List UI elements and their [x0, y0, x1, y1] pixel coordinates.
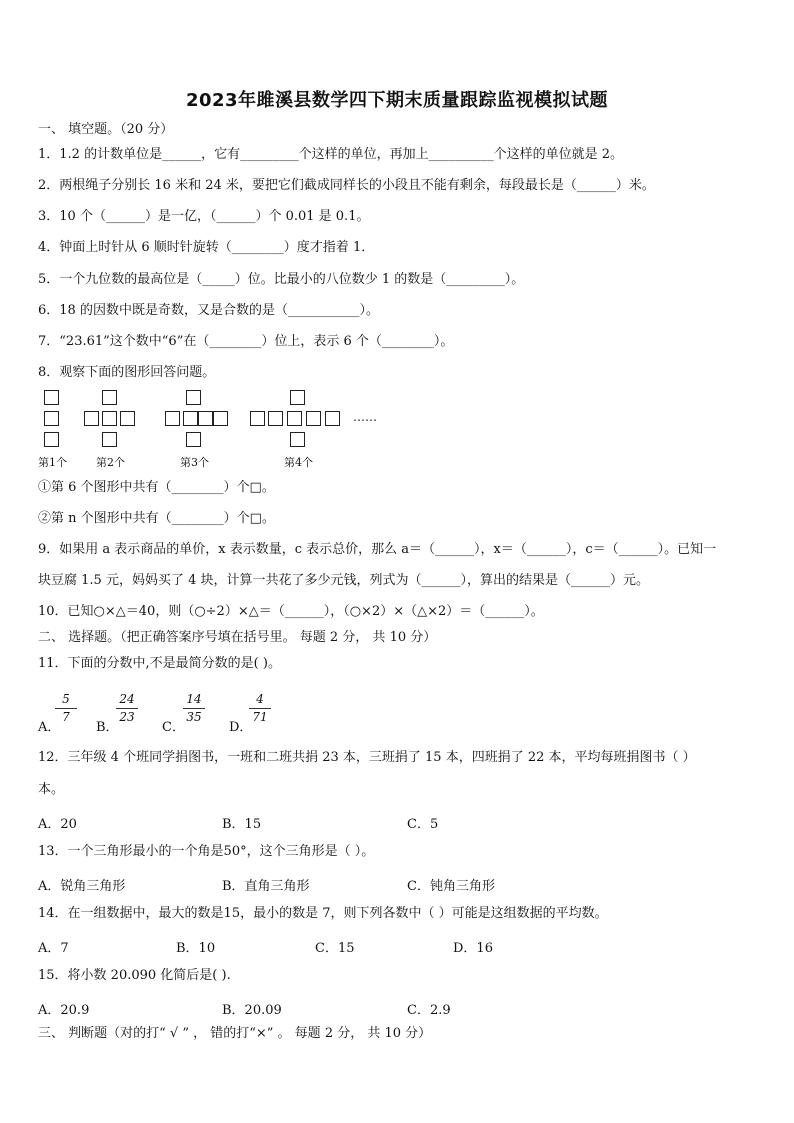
question-3: 3．10 个（______）是一亿，（______）个 0.01 是 0.1。 — [38, 209, 370, 224]
question-14: 14．在一组数据中，最大的数是15，最小的数是 7，则下列各数中（ ）可能是这组数据的平均数。 — [38, 906, 608, 921]
square — [183, 411, 198, 426]
numerator: 14 — [183, 692, 205, 709]
square — [268, 411, 283, 426]
q12-option-a: A．20 — [38, 817, 77, 832]
square — [102, 390, 117, 405]
section-fill-blank-heading: 一、 填空题。（20 分） — [38, 122, 174, 137]
pattern-ellipsis: …… — [353, 410, 377, 424]
denominator: 7 — [62, 710, 70, 724]
question-9-line-2: 块豆腐 1.5 元，妈妈买了 4 块，计算一共花了多少元钱，列式为（______），算出的结果是（______）元。 — [38, 573, 649, 588]
q12-option-b: B．15 — [222, 817, 262, 832]
square — [198, 411, 213, 426]
question-1: 1．1.2 的计数单位是______，它有_________个这样的单位，再加上__________个这样的单位就是 2。 — [38, 147, 623, 162]
figure-caption-1: 第1个 — [38, 456, 67, 469]
question-4: 4．钟面上时针从 6 顺时针旋转（________）度才指着 1． — [38, 240, 375, 255]
q15-option-c: C．2.9 — [407, 1003, 451, 1018]
question-10: 10．已知○×△＝40，则（○÷2）×△＝（______），（○×2）×（△×2）＝（______）。 — [38, 604, 544, 619]
q11-option-c-label: C． — [162, 720, 185, 735]
question-2: 2．两根绳子分别长 16 米和 24 米，要把它们截成同样长的小段且不能有剩余，每段最长是（______）米。 — [38, 178, 655, 193]
square — [213, 411, 228, 426]
q11-option-b-label: B． — [96, 720, 119, 735]
square — [287, 411, 302, 426]
q12-option-c: C．5 — [407, 817, 439, 832]
square — [44, 390, 59, 405]
square — [290, 432, 305, 447]
q15-option-b: B．20.09 — [222, 1003, 282, 1018]
square — [250, 411, 265, 426]
q11-option-c-fraction — [183, 692, 205, 725]
square — [290, 390, 305, 405]
page-title: 2023年雎溪县数学四下期末质量跟踪监视模拟试题 — [185, 90, 609, 111]
figure-caption-2: 第2个 — [96, 456, 125, 469]
square — [44, 411, 59, 426]
q11-option-d-label: D． — [229, 720, 253, 735]
question-9-line-1: 9．如果用 a 表示商品的单价，x 表示数量，c 表示总价，那么 a＝（______），x＝（______），c＝（______）。已知一 — [38, 542, 717, 557]
square — [102, 411, 117, 426]
square — [84, 411, 99, 426]
square — [186, 432, 201, 447]
q14-option-d: D．16 — [453, 941, 493, 956]
q14-option-c: C．15 — [315, 941, 355, 956]
question-12-line-2: 本。 — [38, 782, 65, 797]
question-15: 15．将小数 20.090 化简后是( ). — [38, 968, 231, 983]
square — [44, 432, 59, 447]
numerator: 5 — [55, 692, 77, 709]
q15-option-a: A．20.9 — [38, 1003, 90, 1018]
question-7: 7．“23.61”这个数中“6”在（________）位上，表示 6 个（________）。 — [38, 334, 454, 349]
question-6: 6．18 的因数中既是奇数，又是合数的是（___________）。 — [38, 303, 379, 318]
question-13: 13．一个三角形最小的一个角是50°，这个三角形是（ ）。 — [38, 844, 375, 859]
q14-option-b: B．10 — [176, 941, 216, 956]
q13-option-a: A．锐角三角形 — [38, 879, 126, 894]
square — [325, 411, 340, 426]
section-multiple-choice-heading: 二、 选择题。（把正确答案序号填在括号里。 每题 2 分， 共 10 分） — [38, 630, 437, 645]
figure-caption-4: 第4个 — [284, 456, 313, 469]
question-8-part-1: ①第 6 个图形中共有（________）个□。 — [38, 480, 275, 495]
numerator: 4 — [249, 692, 271, 709]
q13-option-b: B．直角三角形 — [222, 879, 310, 894]
denominator: 71 — [252, 710, 268, 724]
square — [120, 411, 135, 426]
question-8-part-2: ②第 n 个图形中共有（________）个□。 — [38, 511, 275, 526]
question-8: 8．观察下面的图形回答问题。 — [38, 365, 216, 380]
square — [102, 432, 117, 447]
question-12-line-1: 12．三年级 4 个班同学捐图书，一班和二班共捐 23 本，三班捐了 15 本，四班捐了 22 本，平均每班捐图书（ ） — [38, 750, 696, 765]
q11-option-a-label: A． — [38, 720, 61, 735]
square — [186, 390, 201, 405]
numerator: 24 — [116, 692, 138, 709]
q11-option-a-fraction — [55, 692, 77, 725]
denominator: 35 — [186, 710, 202, 724]
q11-option-b-fraction — [116, 692, 138, 725]
square — [165, 411, 180, 426]
denominator: 23 — [119, 710, 135, 724]
q14-option-a: A．7 — [38, 941, 69, 956]
square — [306, 411, 321, 426]
question-11: 11．下面的分数中,不是最简分数的是( )。 — [38, 656, 281, 671]
question-5: 5．一个九位数的最高位是（_____）位。比最小的八位数少 1 的数是（_________）。 — [38, 272, 525, 287]
q13-option-c: C．钝角三角形 — [407, 879, 495, 894]
q11-option-d-fraction — [249, 692, 271, 725]
figure-caption-3: 第3个 — [180, 456, 209, 469]
section-true-false-heading: 三、 判断题（对的打“ √ ” ， 错的打“×” 。 每题 2 分， 共 10 分） — [38, 1026, 432, 1041]
